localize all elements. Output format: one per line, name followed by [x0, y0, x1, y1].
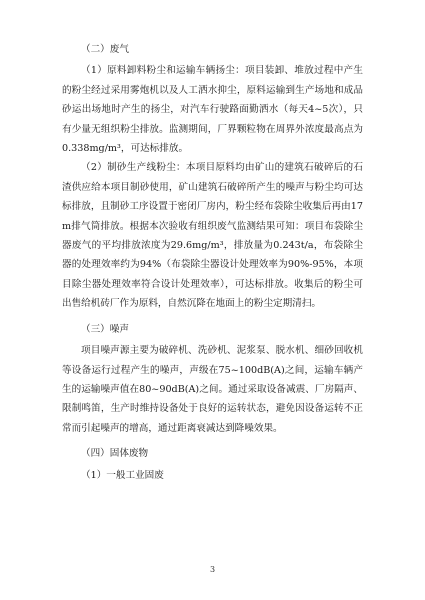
spacer — [62, 438, 363, 442]
page-number: 3 — [209, 565, 216, 574]
section-heading-solid-waste: （四）固体废物 — [81, 448, 149, 460]
paragraph-raw-material-dust: （1）原料卸料粉尘和运输车辆扬尘：项目装卸、堆放过程中产生的粉尘经过采用雾炮机以及人工洒水抑尘，原料运输到生产场地和成品砂运出场地时产生的扬尘，对汽车行驶路面勤洒水（每天4~5次），只有少量无组织粉尘排放。监测期间，厂界颗粒物在周界外浓度最高点为0.338mg/m³，可达标排放。 — [62, 65, 363, 155]
subsection-heading-general-industrial-waste: （1）一般工业固废 — [81, 469, 164, 481]
paragraph-noise: 项目噪声源主要为破碎机、洗砂机、泥浆泵、脱水机、细砂回收机等设备运行过程产生的噪声，声级在75~100dB(A)之间，运输车辆产生的运输噪声值在80~90dB(A)之间。通过采取设备减震、厂房隔声、限制鸣笛，生产时维持设备处于良好的运转状态，避免因设备运转不正常而引起噪声的增高，通过距离衰减达到降噪效果。 — [62, 345, 363, 434]
spacer — [62, 314, 363, 318]
paragraph-sand-production-dust: （2）制砂生产线粉尘：本项目原料均由矿山的建筑石破碎后的石渣供应给本项目制砂使用，矿山建筑石破碎所产生的噪声与粉尘均可达标排放，且制砂工序设置于密闭厂房内，粉尘经布袋除尘收集后再由17m排气筒排放。根据本次验收有组织废气监测结果可知：项目布袋除尘器废气的平均排放浓度为29.6mg/m³，排放量为0.243t/a，布袋除尘器的处理效率约为94%（布袋除尘器设计处理效率为90%-95%，本项目除尘器处理效率符合设计处理效率），可达标排放。收集后的粉尘可出售给机砖厂作为原料，自然沉降在地面上的粉尘定期清扫。 — [62, 162, 363, 310]
section-heading-waste-gas: （二）废气 — [81, 44, 129, 55]
section-heading-noise: （三）噪声 — [81, 323, 129, 335]
